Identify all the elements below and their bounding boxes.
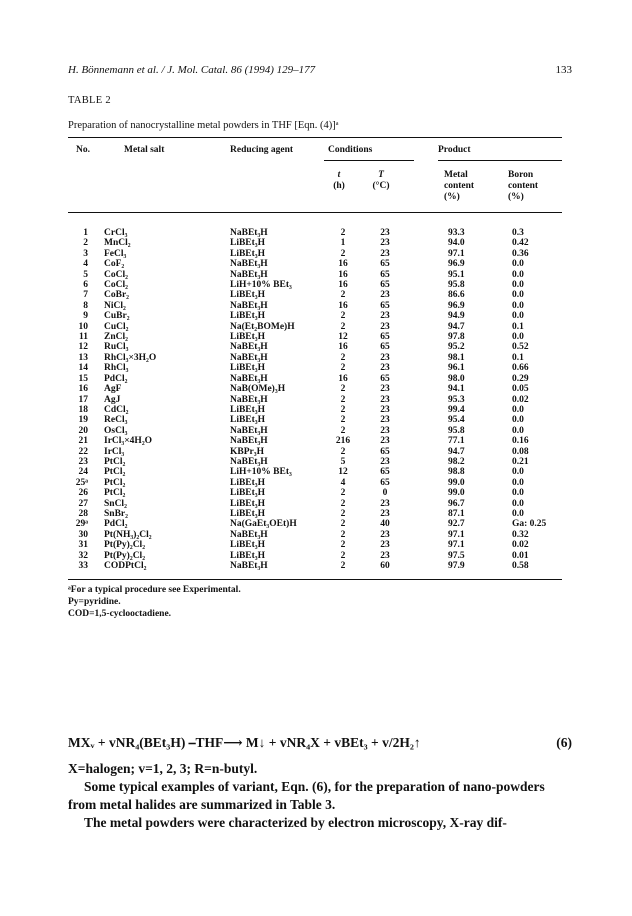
- cell-metal-salt: PtCl₂: [104, 467, 126, 478]
- cell-metal-content: 97.1: [448, 529, 465, 540]
- table-row: [68, 342, 562, 352]
- cell-boron-content: 0.1: [512, 352, 524, 363]
- cell-time: 12: [338, 332, 348, 343]
- header-product: Product: [438, 145, 471, 155]
- cell-metal-salt: CoBr₂: [104, 290, 130, 301]
- cell-temperature: 23: [380, 404, 390, 415]
- cell-metal-salt: IrCl₃×4H₂O: [104, 436, 153, 447]
- table-row: [68, 426, 562, 436]
- cell-time: 2: [340, 321, 346, 332]
- cell-time: 216: [335, 436, 351, 447]
- cell-metal-salt: SnCl₂: [104, 498, 127, 509]
- cell-time: 16: [338, 259, 348, 270]
- header-metal-percent: (%): [444, 192, 460, 202]
- cell-temperature: 65: [380, 280, 390, 291]
- cell-no: 11: [79, 332, 88, 343]
- cell-boron-content: 0.32: [512, 529, 529, 540]
- cell-reducing-agent: LiBEt₃H: [230, 488, 266, 499]
- cell-no: 21: [78, 436, 88, 447]
- cell-metal-content: 94.1: [448, 384, 465, 395]
- header-metal-salt: Metal salt: [124, 145, 165, 155]
- product-rule: [438, 160, 562, 161]
- cell-time: 2: [340, 352, 346, 363]
- table-row: [68, 332, 562, 342]
- cell-metal-content: 98.1: [448, 352, 465, 363]
- table-row: [68, 228, 562, 238]
- cell-boron-content: 0.0: [512, 280, 524, 291]
- table-row: [68, 353, 562, 363]
- cell-temperature: 23: [380, 529, 390, 540]
- cell-no: 13: [78, 352, 88, 363]
- cell-metal-salt: NiCl₂: [104, 300, 126, 311]
- cell-metal-salt: CoCl₂: [104, 269, 128, 280]
- cell-reducing-agent: LiBEt₃H: [230, 404, 266, 415]
- header-t-unit: (h): [333, 181, 345, 191]
- cell-no: 32: [78, 550, 88, 561]
- cell-no: 9: [83, 311, 88, 322]
- cell-reducing-agent: LiH+10% BEt₃: [230, 280, 292, 291]
- cell-time: 12: [338, 467, 348, 478]
- cell-boron-content: 0.0: [512, 498, 524, 509]
- table-row: [68, 322, 562, 332]
- table-row: [68, 301, 562, 311]
- cell-boron-content: 0.02: [512, 394, 529, 405]
- cell-time: 2: [340, 363, 346, 374]
- header-conditions: Conditions: [328, 145, 373, 155]
- cell-time: 2: [340, 248, 346, 259]
- cell-no: 27: [78, 498, 88, 509]
- cell-metal-salt: PdCl₂: [104, 373, 128, 384]
- cell-boron-content: 0.52: [512, 342, 529, 353]
- cell-reducing-agent: NaBEt₃H: [230, 436, 268, 447]
- table-row: [68, 447, 562, 457]
- cell-no: 30: [78, 529, 88, 540]
- cell-boron-content: 0.1: [512, 321, 524, 332]
- cell-time: 16: [338, 342, 348, 353]
- header-metal: Metal: [444, 170, 468, 180]
- cell-metal-salt: PdCl₂: [104, 519, 128, 530]
- cell-boron-content: 0.0: [512, 415, 524, 426]
- data-table: [68, 228, 562, 571]
- page-number: 133: [555, 64, 572, 76]
- cell-time: 4: [340, 477, 346, 488]
- cell-boron-content: 0.21: [512, 456, 529, 467]
- cell-time: 5: [340, 456, 346, 467]
- header-t: t: [337, 170, 341, 180]
- table-top-rule: [68, 137, 562, 138]
- cell-time: 2: [340, 519, 346, 530]
- table-row: [68, 395, 562, 405]
- cell-metal-salt: RhCl₃: [104, 363, 129, 374]
- cell-temperature: 65: [380, 259, 390, 270]
- cell-no: 26: [78, 488, 88, 499]
- cell-no: 8: [83, 300, 88, 311]
- cell-reducing-agent: NaBEt₃H: [230, 352, 268, 363]
- cell-time: 2: [340, 415, 346, 426]
- cell-time: 2: [340, 290, 346, 301]
- cell-reducing-agent: NaBEt₃H: [230, 394, 268, 405]
- cell-temperature: 23: [380, 248, 390, 259]
- cell-no: 17: [78, 394, 88, 405]
- cell-time: 2: [340, 228, 346, 238]
- cell-boron-content: 0.0: [512, 311, 524, 322]
- cell-reducing-agent: LiBEt₃H: [230, 332, 266, 343]
- cell-metal-content: 94.9: [448, 311, 465, 322]
- cell-metal-content: 95.2: [448, 342, 465, 353]
- table-row: [68, 488, 562, 498]
- body-paragraph-2: The metal powders were characterized by electron microscopy, X-ray dif-: [84, 815, 507, 830]
- cell-reducing-agent: NaBEt₃H: [230, 561, 268, 571]
- cell-time: 2: [340, 540, 346, 551]
- cell-metal-salt: AgJ: [104, 394, 121, 405]
- table-row: [68, 540, 562, 550]
- cell-temperature: 23: [380, 508, 390, 519]
- cell-metal-content: 95.8: [448, 280, 465, 291]
- cell-no: 29ᵃ: [75, 519, 88, 530]
- cell-temperature: 23: [380, 498, 390, 509]
- table-row: [68, 311, 562, 321]
- cell-boron-content: 0.0: [512, 290, 524, 301]
- cell-time: 2: [340, 508, 346, 519]
- cell-temperature: 23: [380, 436, 390, 447]
- cell-temperature: 23: [380, 311, 390, 322]
- cell-metal-salt: OsCl₃: [104, 425, 128, 436]
- table-row: [68, 363, 562, 373]
- table-row: [68, 374, 562, 384]
- cell-time: 2: [340, 425, 346, 436]
- cell-time: 2: [340, 311, 346, 322]
- cell-reducing-agent: LiBEt₃H: [230, 248, 266, 259]
- cell-temperature: 65: [380, 300, 390, 311]
- cell-temperature: 23: [380, 550, 390, 561]
- cell-time: 2: [340, 529, 346, 540]
- cell-reducing-agent: LiBEt₃H: [230, 290, 266, 301]
- cell-time: 2: [340, 488, 346, 499]
- equation-text: MXᵥ + vNR₄(BEt₃H) ⎯THF⟶ M↓ + vNR₄X + vBEt₃ + v/2H₂↑: [68, 735, 421, 750]
- cell-temperature: 65: [380, 342, 390, 353]
- cell-metal-salt: PtCl₂: [104, 477, 126, 488]
- cell-metal-salt: CuCl₂: [104, 321, 129, 332]
- cell-time: 2: [340, 404, 346, 415]
- cell-temperature: 23: [380, 384, 390, 395]
- cell-metal-content: 94.7: [448, 446, 465, 457]
- cell-boron-content: 0.42: [512, 238, 529, 249]
- running-head-citation: H. Bönnemann et al. / J. Mol. Catal. 86 (1994) 129–177: [68, 64, 316, 76]
- equation-number: (6): [556, 735, 572, 750]
- cell-metal-salt: SnBr₂: [104, 508, 128, 519]
- cell-boron-content: 0.3: [512, 228, 524, 238]
- cell-metal-content: 86.6: [448, 290, 465, 301]
- cell-time: 2: [340, 446, 346, 457]
- table-row: [68, 551, 562, 561]
- cell-no: 16: [78, 384, 88, 395]
- cell-temperature: 23: [380, 228, 390, 238]
- header-boron-content: content: [508, 181, 539, 191]
- table-row: [68, 467, 562, 477]
- cell-reducing-agent: LiBEt₃H: [230, 477, 266, 488]
- cell-boron-content: 0.16: [512, 436, 529, 447]
- cell-boron-content: 0.58: [512, 561, 529, 571]
- cell-metal-content: 99.0: [448, 477, 465, 488]
- cell-boron-content: 0.0: [512, 332, 524, 343]
- cell-reducing-agent: LiBEt₃H: [230, 550, 266, 561]
- cell-metal-salt: PtCl₂: [104, 488, 126, 499]
- cell-metal-content: 96.1: [448, 363, 465, 374]
- cell-temperature: 65: [380, 269, 390, 280]
- table-row: [68, 384, 562, 394]
- footnote-3: COD=1,5-cyclooctadiene.: [68, 609, 172, 619]
- cell-metal-content: 97.9: [448, 561, 465, 571]
- cell-metal-salt: RhCl₃×3H₂O: [104, 352, 157, 363]
- table-row: [68, 249, 562, 259]
- table-row: [68, 270, 562, 280]
- cell-metal-salt: CuBr₂: [104, 311, 130, 322]
- table-row: [68, 405, 562, 415]
- cell-temperature: 23: [380, 363, 390, 374]
- table-caption: Preparation of nanocrystalline metal powders in THF [Eqn. (4)]ᵃ: [68, 120, 339, 131]
- cell-reducing-agent: NaBEt₃H: [230, 342, 268, 353]
- cell-reducing-agent: NaBEt₃H: [230, 425, 268, 436]
- cell-boron-content: 0.01: [512, 550, 529, 561]
- cell-metal-salt: FeCl₃: [104, 248, 127, 259]
- cell-metal-salt: CdCl₂: [104, 404, 129, 415]
- cell-reducing-agent: LiBEt₃H: [230, 415, 266, 426]
- cell-metal-content: 97.8: [448, 332, 465, 343]
- cell-metal-salt: PtCl₂: [104, 456, 126, 467]
- cell-reducing-agent: NaBEt₃H: [230, 456, 268, 467]
- cell-metal-content: 87.1: [448, 508, 465, 519]
- cell-time: 2: [340, 561, 346, 571]
- cell-metal-content: 98.8: [448, 467, 465, 478]
- table-row: [68, 415, 562, 425]
- cell-boron-content: 0.08: [512, 446, 529, 457]
- cell-reducing-agent: NaBEt₃H: [230, 300, 268, 311]
- cell-no: 3: [83, 248, 88, 259]
- cell-metal-content: 97.1: [448, 540, 465, 551]
- table-row: [68, 290, 562, 300]
- body-definitions: X=halogen; v=1, 2, 3; R=n-butyl.: [68, 761, 258, 776]
- cell-metal-content: 98.2: [448, 456, 465, 467]
- cell-metal-salt: CrCl₃: [104, 228, 128, 238]
- cell-metal-content: 77.1: [448, 436, 465, 447]
- cell-metal-salt: ReCl₃: [104, 415, 128, 426]
- cell-temperature: 0: [382, 488, 388, 499]
- cell-temperature: 65: [380, 467, 390, 478]
- cell-reducing-agent: LiH+10% BEt₃: [230, 467, 292, 478]
- table-header-rule: [68, 212, 562, 213]
- header-metal-content: content: [444, 181, 475, 191]
- cell-no: 15: [78, 373, 88, 384]
- cell-metal-content: 96.9: [448, 259, 465, 270]
- cell-boron-content: 0.0: [512, 300, 524, 311]
- cell-boron-content: 0.0: [512, 488, 524, 499]
- cell-metal-content: 98.0: [448, 373, 465, 384]
- cell-reducing-agent: LiBEt₃H: [230, 508, 266, 519]
- footnote-1: ᵃFor a typical procedure see Experimental.: [68, 585, 241, 595]
- cell-no: 19: [78, 415, 88, 426]
- cell-no: 2: [83, 238, 88, 249]
- cell-reducing-agent: NaB(OMe)₃H: [230, 384, 286, 395]
- header-temperature: T: [378, 170, 384, 180]
- cell-metal-salt: IrCl₃: [104, 446, 125, 457]
- cell-reducing-agent: Na(Et₂BOMe)H: [230, 321, 295, 332]
- running-head: [68, 64, 572, 76]
- cell-temperature: 60: [380, 561, 390, 571]
- cell-no: 18: [78, 404, 88, 415]
- cell-no: 20: [78, 425, 88, 436]
- cell-no: 22: [78, 446, 88, 457]
- cell-boron-content: 0.0: [512, 467, 524, 478]
- cell-temperature: 23: [380, 425, 390, 436]
- cell-no: 6: [83, 280, 88, 291]
- cell-temperature: 23: [380, 321, 390, 332]
- table-row: [68, 499, 562, 509]
- cell-no: 23: [78, 456, 88, 467]
- cell-metal-content: 93.3: [448, 228, 465, 238]
- cell-reducing-agent: NaBEt₃H: [230, 529, 268, 540]
- table-row: [68, 509, 562, 519]
- cell-no: 31: [78, 540, 88, 551]
- cell-boron-content: 0.29: [512, 373, 529, 384]
- cell-time: 1: [340, 238, 346, 249]
- cell-no: 24: [78, 467, 88, 478]
- conditions-rule: [324, 160, 414, 161]
- cell-no: 25ᵃ: [75, 477, 88, 488]
- cell-no: 28: [78, 508, 88, 519]
- cell-boron-content: 0.36: [512, 248, 529, 259]
- cell-metal-content: 96.7: [448, 498, 465, 509]
- table-row: [68, 519, 562, 529]
- cell-metal-content: 99.0: [448, 488, 465, 499]
- cell-temperature: 23: [380, 415, 390, 426]
- header-reducing-agent: Reducing agent: [230, 145, 294, 155]
- table-row: [68, 436, 562, 446]
- cell-temperature: 23: [380, 456, 390, 467]
- cell-temperature: 23: [380, 540, 390, 551]
- cell-reducing-agent: NaBEt₃H: [230, 269, 268, 280]
- cell-time: 16: [338, 269, 348, 280]
- cell-reducing-agent: LiBEt₃H: [230, 363, 266, 374]
- cell-reducing-agent: LiBEt₃H: [230, 238, 266, 249]
- footnote-2: Py=pyridine.: [68, 597, 121, 607]
- table-row: [68, 478, 562, 488]
- cell-temperature: 40: [380, 519, 390, 530]
- cell-time: 2: [340, 384, 346, 395]
- cell-metal-salt: Pt(Py)₂Cl₂: [104, 550, 146, 561]
- cell-metal-salt: Pt(Py)₂Cl₂: [104, 540, 146, 551]
- cell-metal-salt: CoF₂: [104, 259, 125, 270]
- cell-metal-content: 95.4: [448, 415, 465, 426]
- cell-reducing-agent: NaBEt₃H: [230, 373, 268, 384]
- cell-metal-content: 97.5: [448, 550, 465, 561]
- header-temperature-unit: (°C): [372, 181, 390, 191]
- table-bottom-rule: [68, 579, 562, 580]
- table-row: [68, 457, 562, 467]
- cell-metal-content: 99.4: [448, 404, 465, 415]
- cell-boron-content: 0.02: [512, 540, 529, 551]
- cell-metal-content: 94.7: [448, 321, 465, 332]
- cell-metal-salt: AgF: [104, 384, 122, 395]
- cell-temperature: 65: [380, 446, 390, 457]
- cell-no: 14: [78, 363, 88, 374]
- table-row: [68, 280, 562, 290]
- cell-metal-content: 95.1: [448, 269, 465, 280]
- cell-temperature: 65: [380, 373, 390, 384]
- cell-reducing-agent: LiBEt₃H: [230, 498, 266, 509]
- cell-temperature: 23: [380, 290, 390, 301]
- cell-boron-content: 0.0: [512, 477, 524, 488]
- cell-temperature: 65: [380, 477, 390, 488]
- cell-no: 12: [78, 342, 88, 353]
- table-row: [68, 259, 562, 269]
- cell-temperature: 23: [380, 394, 390, 405]
- cell-no: 5: [83, 269, 88, 280]
- cell-boron-content: 0.66: [512, 363, 529, 374]
- cell-boron-content: 0.0: [512, 269, 524, 280]
- cell-no: 4: [83, 259, 88, 270]
- header-boron-percent: (%): [508, 192, 524, 202]
- cell-temperature: 65: [380, 332, 390, 343]
- cell-metal-salt: CODPtCl₂: [104, 561, 147, 571]
- table-label: TABLE 2: [68, 95, 111, 106]
- cell-no: 1: [83, 228, 88, 238]
- table-row: [68, 561, 562, 571]
- cell-time: 16: [338, 300, 348, 311]
- cell-no: 7: [83, 290, 88, 301]
- cell-boron-content: 0.05: [512, 384, 529, 395]
- cell-boron-content: 0.0: [512, 404, 524, 415]
- cell-time: 16: [338, 280, 348, 291]
- cell-metal-content: 95.3: [448, 394, 465, 405]
- cell-boron-content: 0.0: [512, 425, 524, 436]
- cell-time: 2: [340, 394, 346, 405]
- equation: [68, 735, 572, 751]
- table-row: [68, 530, 562, 540]
- cell-no: 10: [78, 321, 88, 332]
- cell-boron-content: 0.0: [512, 259, 524, 270]
- cell-reducing-agent: NaBEt₃H: [230, 228, 268, 238]
- cell-reducing-agent: LiBEt₃H: [230, 540, 266, 551]
- cell-metal-content: 96.9: [448, 300, 465, 311]
- cell-metal-salt: RuCl₃: [104, 342, 129, 353]
- cell-metal-salt: Pt(NH₃)₂Cl₂: [104, 529, 152, 540]
- cell-reducing-agent: Na(GaEt₃OEt)H: [230, 519, 297, 530]
- header-no: No.: [76, 145, 90, 155]
- cell-temperature: 23: [380, 238, 390, 249]
- cell-boron-content: Ga: 0.25: [512, 519, 547, 530]
- cell-metal-salt: ZnCl₂: [104, 332, 128, 343]
- cell-no: 33: [78, 561, 88, 571]
- cell-reducing-agent: LiBEt₃H: [230, 311, 266, 322]
- cell-metal-content: 97.1: [448, 248, 465, 259]
- cell-metal-content: 92.7: [448, 519, 465, 530]
- cell-metal-salt: MnCl₂: [104, 238, 131, 249]
- body-paragraph-1: Some typical examples of variant, Eqn. (6), for the preparation of nano-powders from metal halides are summarized in Table 3.: [68, 779, 545, 812]
- cell-metal-content: 94.0: [448, 238, 465, 249]
- cell-reducing-agent: NaBEt₃H: [230, 259, 268, 270]
- cell-time: 2: [340, 498, 346, 509]
- cell-boron-content: 0.0: [512, 508, 524, 519]
- cell-metal-salt: CoCl₂: [104, 280, 128, 291]
- cell-time: 16: [338, 373, 348, 384]
- cell-metal-content: 95.8: [448, 425, 465, 436]
- cell-time: 2: [340, 550, 346, 561]
- cell-reducing-agent: KBPr₃H: [230, 446, 264, 457]
- header-boron: Boron: [508, 170, 534, 180]
- table-row: [68, 238, 562, 248]
- cell-temperature: 23: [380, 352, 390, 363]
